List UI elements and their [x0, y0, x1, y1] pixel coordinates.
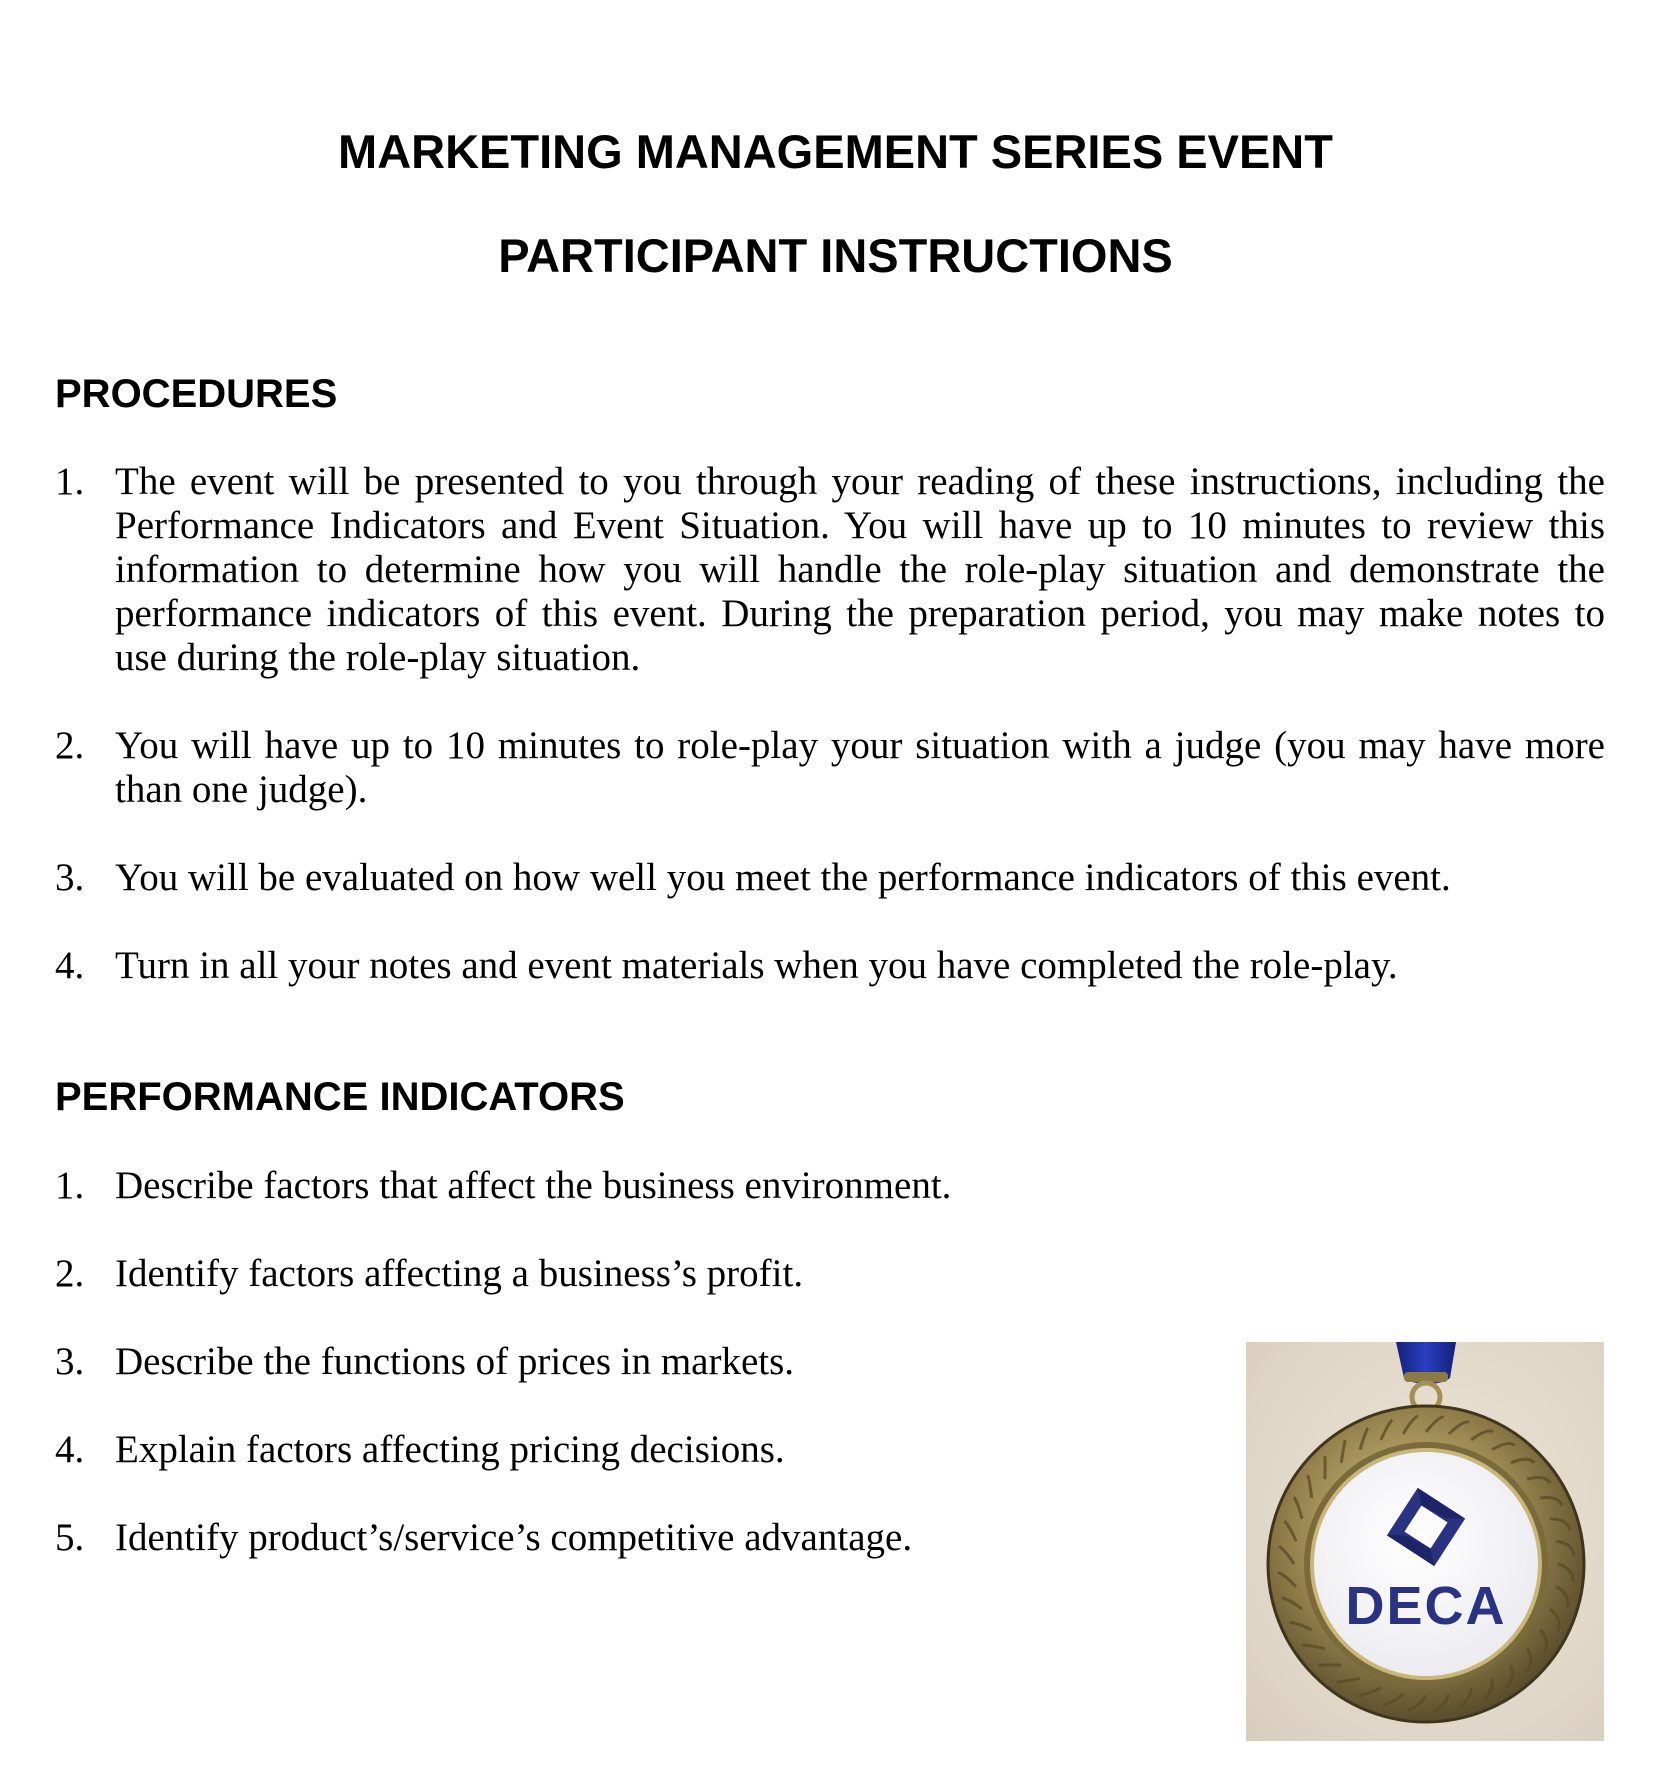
indicator-number: 2.	[55, 1252, 85, 1295]
performance-indicators-heading: PERFORMANCE INDICATORS	[55, 1075, 625, 1119]
document-title: MARKETING MANAGEMENT SERIES EVENT	[338, 125, 1333, 178]
indicator-number: 3.	[55, 1340, 85, 1383]
indicator-text: Describe the functions of prices in markets.	[115, 1340, 795, 1383]
medal-face	[1312, 1450, 1540, 1678]
procedure-number: 2.	[55, 724, 85, 767]
indicator-text: Identify product’s/service’s competitive advantage.	[115, 1516, 913, 1559]
indicator-text: Explain factors affecting pricing decisions.	[115, 1428, 785, 1471]
deca-logo-text: DECA	[1345, 1576, 1507, 1636]
procedure-text: You will have up to 10 minutes to role-play your situation with a judge (you may have more than one judge).	[115, 724, 1605, 811]
procedure-item	[55, 944, 1605, 988]
procedure-item	[55, 856, 1605, 900]
performance-indicator-item	[55, 1252, 1605, 1296]
procedure-text: You will be evaluated on how well you meet the performance indicators of this event.	[115, 856, 1451, 899]
indicator-text: Identify factors affecting a business’s profit.	[115, 1252, 804, 1295]
procedure-number: 3.	[55, 856, 85, 899]
indicator-number: 4.	[55, 1428, 85, 1471]
procedure-item	[55, 460, 1605, 680]
performance-indicator-item	[55, 1164, 1605, 1208]
procedure-number: 4.	[55, 944, 85, 987]
medal-illustration	[1246, 1342, 1604, 1741]
indicator-number: 1.	[55, 1164, 85, 1207]
indicator-number: 5.	[55, 1516, 85, 1559]
procedure-text: Turn in all your notes and event materials when you have completed the role-play.	[115, 944, 1398, 987]
procedure-text: The event will be presented to you through your reading of these instructions, including the Performance Indicators and Event Situation. You will have up to 10 minutes to review this information to determine how you will handle the role-play situation and demonstrate the performance indicators of this event. During the preparation period, you may make notes to use during the role-play situation.	[115, 460, 1605, 679]
document-subtitle: PARTICIPANT INSTRUCTIONS	[498, 229, 1173, 282]
procedure-number: 1.	[55, 460, 85, 503]
procedures-heading: PROCEDURES	[55, 372, 338, 416]
procedure-item	[55, 724, 1605, 812]
deca-medal-image	[1246, 1342, 1604, 1741]
indicator-text: Describe factors that affect the business environment.	[115, 1164, 952, 1207]
